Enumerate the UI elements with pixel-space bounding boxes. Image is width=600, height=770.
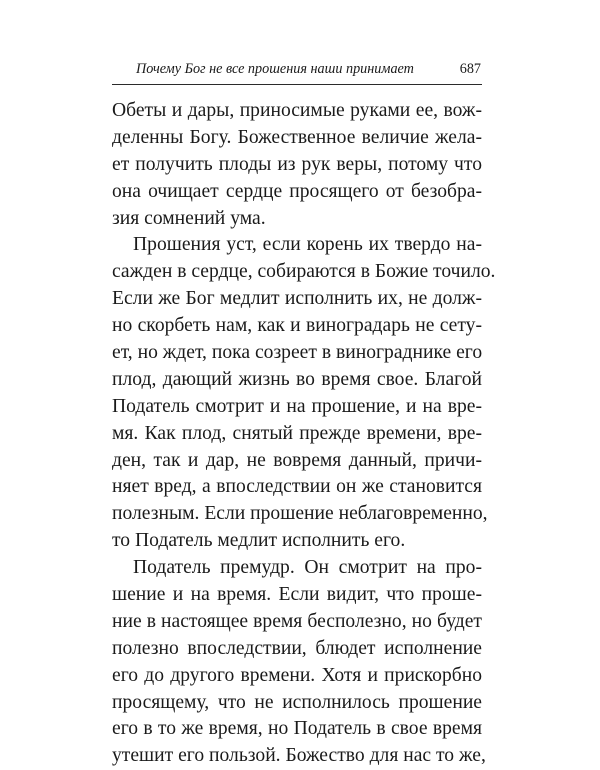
text-line: зия сомнений ума.	[112, 207, 266, 229]
text-line: она очищает сердце просящего от безобра-	[112, 180, 482, 202]
text-line: няет вред, а впоследствии он же становится	[112, 476, 482, 498]
header-rule	[112, 84, 482, 85]
text-line: Прошения уст, если корень их твердо на-	[133, 234, 482, 256]
running-head	[112, 58, 482, 80]
text-line: деленны Богу. Божественное величие жела-	[112, 126, 482, 148]
page-number: 687	[459, 61, 481, 77]
text-line: ние в настоящее время бесполезно, но будет	[112, 610, 482, 632]
text-line: полезным. Если прошение неблаговременно,	[112, 503, 488, 525]
text-line: мя. Как плод, снятый прежде времени, вре-	[112, 422, 482, 444]
text-line: его до другого времени. Хотя и прискорбно	[112, 664, 482, 686]
text-line: Если же Бог медлит исполнить их, не долж-	[112, 288, 482, 310]
text-line: но скорбеть нам, как и виноградарь не сету-	[112, 315, 482, 337]
text-line: его в то же время, но Податель в свое время	[112, 718, 482, 740]
text-line: Податель смотрит и на прошение, и на вре-	[112, 395, 482, 417]
text-line: сажден в сердце, собираются в Божие точило.	[112, 261, 496, 283]
text-line: то Податель медлит исполнить его.	[112, 530, 406, 552]
text-line: ет, но ждет, пока созреет в винограднике его	[112, 342, 483, 364]
text-line: ет получить плоды из рук веры, потому что	[112, 153, 482, 175]
text-line: ден, так и дар, не вовремя данный, причи-	[112, 449, 482, 471]
text-line: плод, дающий жизнь во время свое. Благой	[112, 368, 482, 390]
text-line: Податель премудр. Он смотрит на про-	[133, 557, 482, 579]
text-line: утешит его пользой. Божество для нас то же,	[112, 745, 486, 767]
text-line: шение и на время. Если видит, что проше-	[112, 584, 482, 606]
text-line: просящему, что не исполнилось прошение	[112, 691, 482, 713]
text-line: Обеты и дары, приносимые руками ее, вож-	[112, 100, 482, 121]
text-line: полезно впоследствии, блюдет исполнение	[112, 637, 482, 659]
running-title: Почему Бог не все прошения наши принимает	[136, 61, 414, 77]
body-text	[112, 98, 496, 770]
